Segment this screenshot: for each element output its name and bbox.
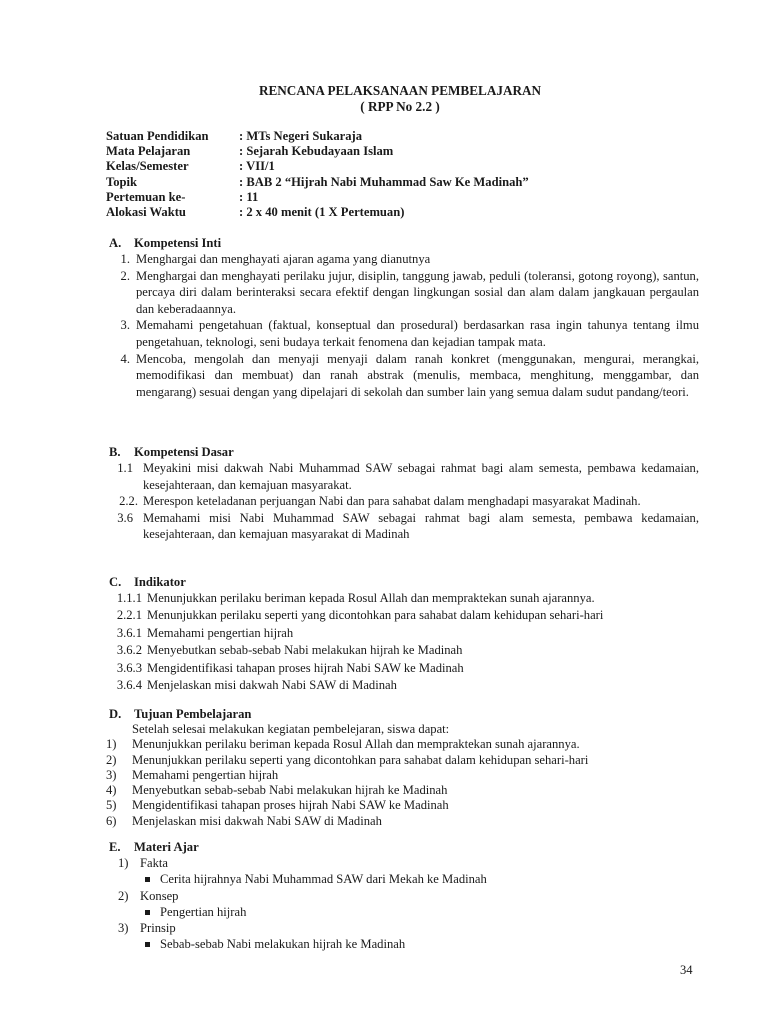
section-kompetensi-dasar [109, 444, 699, 543]
item-text: Konsep [140, 888, 179, 903]
item-number: 4) [106, 783, 117, 798]
square-bullet-icon [145, 942, 150, 947]
item-number: 1) [106, 737, 117, 752]
item-text: Menghargai dan menghayati perilaku jujur, disiplin, tanggung jawab, peduli (toleransi, gotong royong), santun, percaya diri dalam berinteraksi secara efektif dengan lingkungan sosial dan alam dalam jangkauan pergaulan dan keberadaannya. [136, 268, 699, 316]
item-text: Mengidentifikasi tahapan proses hijrah Nabi SAW ke Madinah [147, 660, 464, 675]
list-item [109, 888, 709, 904]
kompetensi-inti-list [109, 251, 699, 400]
section-heading [109, 444, 699, 460]
square-bullet-icon [145, 910, 150, 915]
item-text: Menjelaskan misi dakwah Nabi SAW di Madinah [147, 678, 397, 693]
section-title: Materi Ajar [134, 840, 199, 854]
item-text: Menunjukkan perilaku seperti yang dicontohkan para sahabat dalam kehidupan sehari-hari [132, 752, 589, 767]
tujuan-intro: Setelah selesai melakukan kegiatan pembelejaran, siswa dapat: [132, 722, 450, 736]
list-item [106, 753, 709, 768]
identity-value: : VII/1 [239, 159, 275, 174]
item-number: 1) [118, 856, 129, 870]
item-number: 2.2. [119, 494, 138, 509]
item-text: Merespon keteladanan perjuangan Nabi dan para sahabat dalam menghadapi masyarakat Madinah. [143, 494, 641, 509]
list-item [109, 904, 709, 920]
item-text: Menunjukkan perilaku seperti yang dicontohkan para sahabat dalam kehidupan sehari-hari [147, 608, 604, 623]
item-text: Memahami pengetahuan (faktual, konseptual dan prosedural) berdasarkan rasa ingin tahunya tentang ilmu pengetahuan, teknologi, seni budaya terkait fenomena dan kejadian tampak mata. [136, 318, 699, 349]
identity-label: Alokasi Waktu [106, 204, 186, 219]
square-bullet-icon [145, 877, 150, 882]
list-item [109, 871, 709, 887]
item-text: Menunjukkan perilaku beriman kepada Rosul Allah dan mempraktekan sunah ajarannya. [132, 737, 580, 752]
list-item [109, 590, 729, 607]
item-text: Menjelaskan misi dakwah Nabi SAW di Madinah [132, 813, 382, 828]
section-title: Kompetensi Dasar [134, 445, 234, 459]
item-text: Memahami pengertian hijrah [132, 767, 279, 782]
list-item [109, 510, 699, 543]
section-indikator [109, 574, 729, 694]
list-item [109, 493, 699, 510]
item-number: 3.6.1 [116, 625, 142, 640]
section-heading [109, 574, 729, 590]
list-item [106, 783, 709, 798]
identity-label: Kelas/Semester [106, 159, 189, 174]
section-letter: D. [109, 707, 122, 721]
list-item [109, 460, 699, 493]
list-item [109, 936, 709, 952]
list-item [109, 677, 729, 694]
item-number: 2) [106, 752, 117, 767]
page-number: 34 [680, 963, 693, 977]
document-title: RENCANA PELAKSANAAN PEMBELAJARAN [258, 83, 542, 98]
item-text: Memahami misi Nabi Muhammad SAW sebagai rahmat bagi alam semesta, pembawa kedamaian, kesejahteraan, dan kemajuan masyarakat di Madinah [143, 510, 699, 542]
item-text: Menghargai dan menghayati ajaran agama yang dianutnya [136, 252, 431, 266]
identity-value: : BAB 2 “Hijrah Nabi Muhammad Saw Ke Madinah” [239, 174, 529, 189]
item-number: 6) [106, 813, 117, 828]
identity-row [106, 175, 529, 190]
item-text: Mencoba, mengolah dan menyaji menyaji dalam ranah konkret (menggunakan, mengurai, merangkai, memodifikasi dan membuat) dan ranah abstrak (menulis, membaca, menghitung, menggambar, dan mengarang) sesuai dengan yang dipelajari di sekolah dan sumber lain yang semua dalam sudut pandang/teori. [136, 351, 699, 399]
identity-label: Satuan Pendidikan [106, 129, 209, 143]
identity-value: : MTs Negeri Sukaraja [239, 129, 363, 143]
section-letter: E. [109, 840, 121, 854]
identity-row [106, 159, 529, 174]
identity-block [106, 129, 529, 220]
materi-list [109, 855, 709, 953]
list-item [109, 855, 709, 871]
item-number: 3) [106, 767, 117, 782]
item-number: 2.2.1 [116, 608, 142, 623]
identity-label: Pertemuan ke- [106, 189, 186, 204]
list-item [109, 317, 699, 350]
list-item [109, 268, 699, 318]
section-heading [109, 839, 709, 855]
item-number: 4. [120, 351, 130, 366]
item-text: Meyakini misi dakwah Nabi Muhammad SAW sebagai rahmat bagi alam semesta, pembawa kedamaian, kesejahteraan, dan kemajuan masyarakat. [143, 461, 699, 492]
indikator-list [109, 590, 729, 694]
item-text: Memahami pengertian hijrah [147, 625, 294, 640]
list-item [109, 351, 699, 401]
section-letter: B. [109, 445, 121, 459]
item-number: 3.6.2 [116, 643, 142, 658]
section-title: Indikator [134, 575, 186, 589]
list-item [106, 814, 709, 829]
list-item [109, 625, 729, 642]
identity-row [106, 205, 529, 220]
item-number: 3. [120, 318, 130, 333]
section-kompetensi-inti [109, 235, 699, 400]
list-item [106, 798, 709, 813]
identity-row [106, 144, 529, 159]
section-materi-ajar [109, 839, 709, 953]
item-number: 5) [106, 798, 117, 813]
list-item [109, 642, 729, 659]
item-number: 1.1 [117, 461, 133, 475]
item-text: Menyebutkan sebab-sebab Nabi melakukan hijrah ke Madinah [147, 643, 463, 658]
section-heading [109, 235, 699, 251]
item-number: 2. [120, 268, 130, 283]
list-item [109, 251, 699, 268]
section-letter: A. [109, 236, 122, 250]
item-number: 3) [118, 921, 129, 936]
list-item [109, 920, 709, 936]
document-subtitle: ( RPP No 2.2 ) [360, 99, 440, 114]
item-text: Menunjukkan perilaku beriman kepada Rosul Allah dan mempraktekan sunah ajarannya. [147, 591, 595, 605]
item-text: Mengidentifikasi tahapan proses hijrah Nabi SAW ke Madinah [132, 798, 449, 813]
tujuan-list [106, 737, 709, 829]
list-item [109, 607, 729, 624]
list-item [106, 737, 709, 752]
section-title: Kompetensi Inti [134, 236, 222, 250]
list-item [106, 768, 709, 783]
item-text: Pengertian hijrah [160, 904, 247, 919]
item-number: 2) [118, 888, 129, 903]
identity-row [106, 129, 529, 144]
section-title: Tujuan Pembelajaran [134, 707, 252, 721]
item-number: 1.1.1 [116, 591, 142, 605]
item-number: 3.6.3 [116, 660, 142, 675]
item-text: Cerita hijrahnya Nabi Muhammad SAW dari Mekah ke Madinah [160, 872, 487, 887]
identity-value: : Sejarah Kebudayaan Islam [239, 144, 394, 159]
item-number: 3.6 [117, 510, 133, 525]
identity-label: Mata Pelajaran [106, 144, 191, 159]
item-number: 1. [120, 252, 130, 266]
identity-row [106, 190, 529, 205]
section-heading [109, 706, 709, 722]
item-text: Prinsip [140, 921, 176, 936]
item-text: Menyebutkan sebab-sebab Nabi melakukan hijrah ke Madinah [132, 783, 448, 798]
identity-value: : 11 [239, 189, 259, 204]
item-number: 3.6.4 [116, 678, 142, 693]
kompetensi-dasar-list [109, 460, 699, 543]
identity-value: : 2 x 40 menit (1 X Pertemuan) [239, 204, 405, 219]
item-text: Fakta [140, 856, 168, 870]
list-item [109, 660, 729, 677]
item-text: Sebab-sebab Nabi melakukan hijrah ke Madinah [160, 937, 406, 952]
section-tujuan-pembelajaran [106, 706, 709, 829]
section-letter: C. [109, 575, 122, 589]
identity-label: Topik [106, 174, 138, 189]
